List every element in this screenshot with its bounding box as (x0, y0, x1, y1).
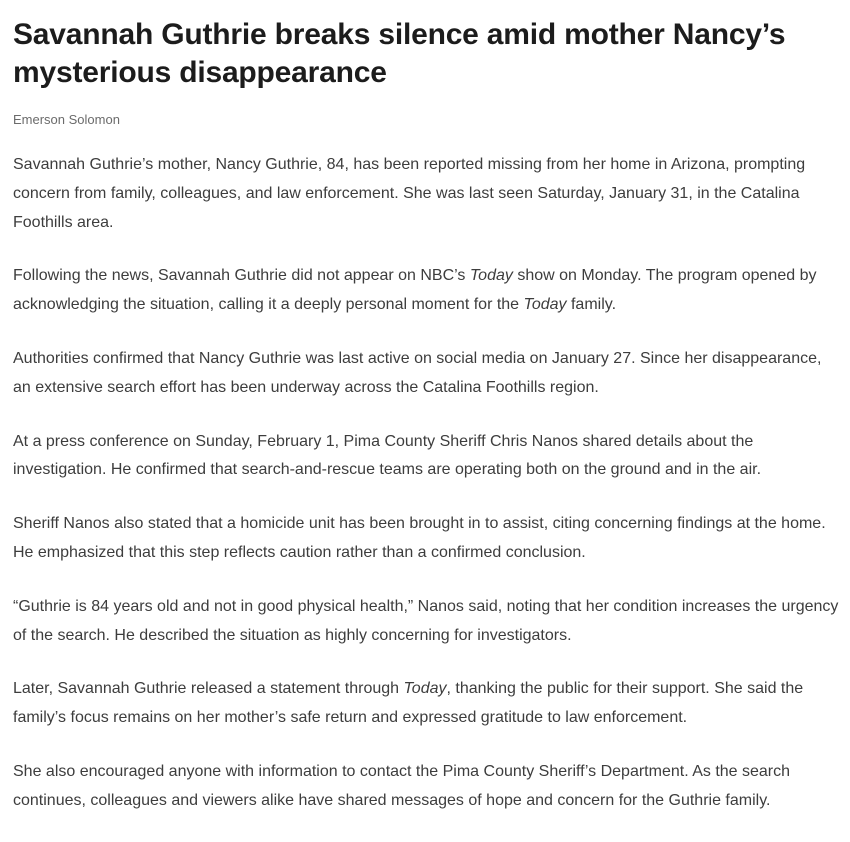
article-paragraph (13, 428, 839, 486)
author-byline[interactable]: Emerson Solomon (13, 112, 120, 127)
article-paragraph (13, 675, 839, 733)
paragraph-text: family. (566, 296, 617, 314)
article-paragraph (13, 151, 839, 237)
article-paragraph (13, 758, 839, 816)
italic-title-text: Today (523, 296, 567, 314)
article-paragraph (13, 345, 839, 403)
paragraph-text: Sheriff Nanos also stated that a homicide unit has been brought in to assist, citing concerning findings at the home. He emphasized that this step reflects caution rather than a confirmed conclusion. (13, 515, 826, 561)
paragraph-text: Later, Savannah Guthrie released a statement through (13, 680, 404, 698)
paragraph-text: Authorities confirmed that Nancy Guthrie was last active on social media on January 27. Since her disappearance, an extensive search effort has been underway across the Catalina Foothills region. (13, 349, 822, 396)
paragraph-text: show on Monday. The program opened by acknowledging the situation, calling it a deeply personal moment for the (13, 267, 817, 314)
article-body (13, 151, 839, 816)
article-paragraph (13, 510, 839, 568)
article (13, 16, 839, 841)
italic-title-text: Today (469, 267, 513, 285)
italic-title-text: Today (403, 680, 447, 698)
paragraph-text: Following the news, Savannah Guthrie did not appear on NBC’s (13, 267, 470, 285)
paragraph-text: , thanking the public for their support. She said the family’s focus remains on her mother’s safe return and expressed gratitude to law enforcement. (13, 680, 804, 727)
paragraph-text: At a press conference on Sunday, February 1, Pima County Sheriff Chris Nanos shared details about the investigation. He confirmed that search-and-rescue teams are operating both on the ground and in the air. (13, 432, 762, 479)
paragraph-text: Savannah Guthrie’s mother, Nancy Guthrie, 84, has been reported missing from her home in Arizona, prompting concern from family, colleagues, and law enforcement. She was last seen Saturday, January 31, in the Catalina Foothills area. (13, 156, 806, 231)
paragraph-text: She also encouraged anyone with information to contact the Pima County Sheriff’s Department. As the search continues, colleagues and viewers alike have shared messages of hope and concern for the Guthrie family. (13, 762, 791, 809)
paragraph-text: “Guthrie is 84 years old and not in good physical health,” Nanos said, noting that her condition increases the urgency of the search. He described the situation as highly concerning for investigators. (13, 597, 839, 644)
article-paragraph (13, 262, 839, 320)
article-paragraph (13, 593, 839, 651)
headline: Savannah Guthrie breaks silence amid mother Nancy’s mysterious disappearance (13, 18, 786, 89)
